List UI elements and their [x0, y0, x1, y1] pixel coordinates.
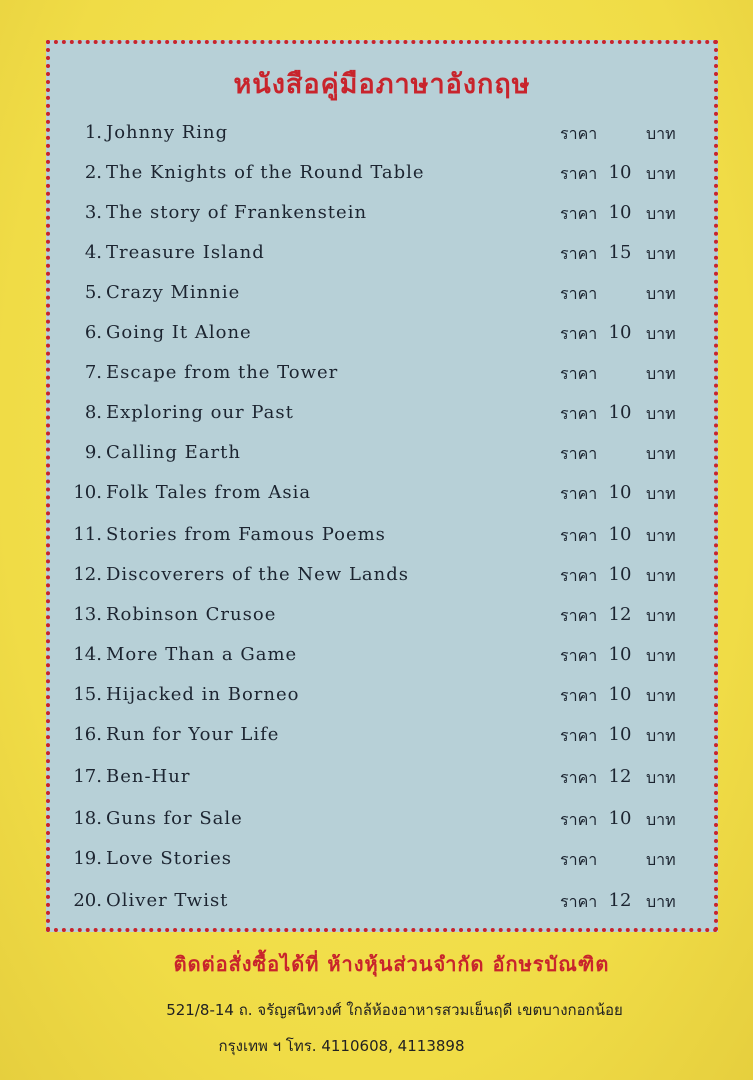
- price-value: 12: [608, 890, 632, 911]
- page-title: หนังสือคู่มือภาษาอังกฤษ: [233, 69, 531, 100]
- book-number: 10.: [73, 482, 102, 503]
- book-row: [50, 524, 714, 554]
- book-title: Crazy Minnie: [106, 282, 241, 303]
- currency-label: บาท: [646, 606, 676, 625]
- contact-line: ติดต่อสั่งซื้อได้ที่ ห้างหุ้นส่วนจำกัด อักษรบัณฑิต: [173, 952, 610, 976]
- price-value: 10: [608, 808, 632, 829]
- price-value: 10: [608, 684, 632, 705]
- price-value: 10: [608, 202, 632, 223]
- book-number: 4.: [84, 242, 102, 263]
- book-row: [50, 322, 714, 352]
- currency-label: บาท: [646, 164, 676, 183]
- price-value: 10: [608, 724, 632, 745]
- price-label: ราคา: [560, 324, 598, 343]
- book-number: 19.: [73, 848, 102, 869]
- price-label: ราคา: [560, 404, 598, 423]
- currency-label: บาท: [646, 566, 676, 585]
- phone-line: กรุงเทพ ฯ โทร. 4110608, 4113898: [218, 1037, 465, 1055]
- price-label: ราคา: [560, 850, 598, 869]
- price-label: ราคา: [560, 484, 598, 503]
- price-value: 10: [608, 322, 632, 343]
- book-title: Johnny Ring: [106, 122, 229, 143]
- book-number: 14.: [73, 644, 102, 665]
- book-number: 11.: [73, 524, 102, 545]
- book-title: Guns for Sale: [106, 808, 243, 829]
- book-number: 5.: [84, 282, 102, 303]
- price-value: 10: [608, 524, 632, 545]
- price-label: ราคา: [560, 810, 598, 829]
- currency-label: บาท: [646, 364, 676, 383]
- price-label: ราคา: [560, 204, 598, 223]
- book-number: 6.: [84, 322, 102, 343]
- book-row: [50, 564, 714, 594]
- currency-label: บาท: [646, 810, 676, 829]
- book-title: Robinson Crusoe: [106, 604, 277, 625]
- price-label: ราคา: [560, 606, 598, 625]
- book-number: 9.: [84, 442, 102, 463]
- book-number: 3.: [84, 202, 102, 223]
- book-title: Calling Earth: [106, 442, 241, 463]
- currency-label: บาท: [646, 204, 676, 223]
- book-row: [50, 202, 714, 232]
- currency-label: บาท: [646, 646, 676, 665]
- book-number: 8.: [84, 402, 102, 423]
- currency-label: บาท: [646, 124, 676, 143]
- price-value: 10: [608, 402, 632, 423]
- price-label: ราคา: [560, 892, 598, 911]
- book-number: 17.: [73, 766, 102, 787]
- book-row: [50, 848, 714, 878]
- price-label: ราคา: [560, 164, 598, 183]
- book-number: 1.: [84, 122, 102, 143]
- book-title: Treasure Island: [106, 242, 265, 263]
- book-row: [50, 808, 714, 838]
- price-value: 10: [608, 644, 632, 665]
- book-number: 12.: [73, 564, 102, 585]
- currency-label: บาท: [646, 324, 676, 343]
- price-label: ราคา: [560, 364, 598, 383]
- book-list-panel: [46, 40, 718, 932]
- address-line: 521/8-14 ถ. จรัญสนิทวงศ์ ใกล้ห้องอาหารสวมเย็นฤดี เขตบางกอกน้อย: [166, 1001, 623, 1019]
- book-row: [50, 442, 714, 472]
- book-row: [50, 122, 714, 152]
- book-number: 2.: [84, 162, 102, 183]
- price-value: 15: [608, 242, 632, 263]
- book-title: Stories from Famous Poems: [106, 524, 386, 545]
- book-title: Escape from the Tower: [106, 362, 339, 383]
- book-number: 18.: [73, 808, 102, 829]
- currency-label: บาท: [646, 484, 676, 503]
- price-value: 10: [608, 162, 632, 183]
- price-value: 12: [608, 604, 632, 625]
- price-label: ราคา: [560, 444, 598, 463]
- price-label: ราคา: [560, 646, 598, 665]
- book-title: More Than a Game: [106, 644, 298, 665]
- price-label: ราคา: [560, 526, 598, 545]
- currency-label: บาท: [646, 726, 676, 745]
- book-number: 16.: [73, 724, 102, 745]
- book-title: Exploring our Past: [106, 402, 294, 423]
- price-label: ราคา: [560, 566, 598, 585]
- price-label: ราคา: [560, 768, 598, 787]
- book-row: [50, 644, 714, 674]
- book-row: [50, 604, 714, 634]
- book-row: [50, 402, 714, 432]
- currency-label: บาท: [646, 526, 676, 545]
- price-value: 10: [608, 564, 632, 585]
- book-title: Folk Tales from Asia: [106, 482, 312, 503]
- book-row: [50, 684, 714, 714]
- book-title: Love Stories: [106, 848, 232, 869]
- book-title: Run for Your Life: [106, 724, 280, 745]
- book-title: The Knights of the Round Table: [106, 162, 425, 183]
- book-row: [50, 362, 714, 392]
- currency-label: บาท: [646, 244, 676, 263]
- currency-label: บาท: [646, 850, 676, 869]
- book-title: Ben-Hur: [106, 766, 191, 787]
- book-number: 15.: [73, 684, 102, 705]
- book-title: The story of Frankenstein: [106, 202, 368, 223]
- book-title: Going It Alone: [106, 322, 252, 343]
- book-title: Hijacked in Borneo: [106, 684, 300, 705]
- book-title: Oliver Twist: [106, 890, 229, 911]
- currency-label: บาท: [646, 404, 676, 423]
- book-row: [50, 890, 714, 920]
- currency-label: บาท: [646, 686, 676, 705]
- book-number: 7.: [84, 362, 102, 383]
- price-value: 12: [608, 766, 632, 787]
- price-label: ราคา: [560, 124, 598, 143]
- price-label: ราคา: [560, 726, 598, 745]
- book-row: [50, 162, 714, 192]
- currency-label: บาท: [646, 768, 676, 787]
- book-row: [50, 242, 714, 272]
- book-row: [50, 766, 714, 796]
- price-label: ราคา: [560, 686, 598, 705]
- currency-label: บาท: [646, 892, 676, 911]
- book-row: [50, 724, 714, 754]
- book-number: 13.: [73, 604, 102, 625]
- book-row: [50, 282, 714, 312]
- publisher-footer: [0, 948, 753, 1058]
- currency-label: บาท: [646, 284, 676, 303]
- book-number: 20.: [73, 890, 102, 911]
- price-label: ราคา: [560, 244, 598, 263]
- currency-label: บาท: [646, 444, 676, 463]
- price-value: 10: [608, 482, 632, 503]
- price-label: ราคา: [560, 284, 598, 303]
- book-row: [50, 482, 714, 512]
- book-title: Discoverers of the New Lands: [106, 564, 409, 585]
